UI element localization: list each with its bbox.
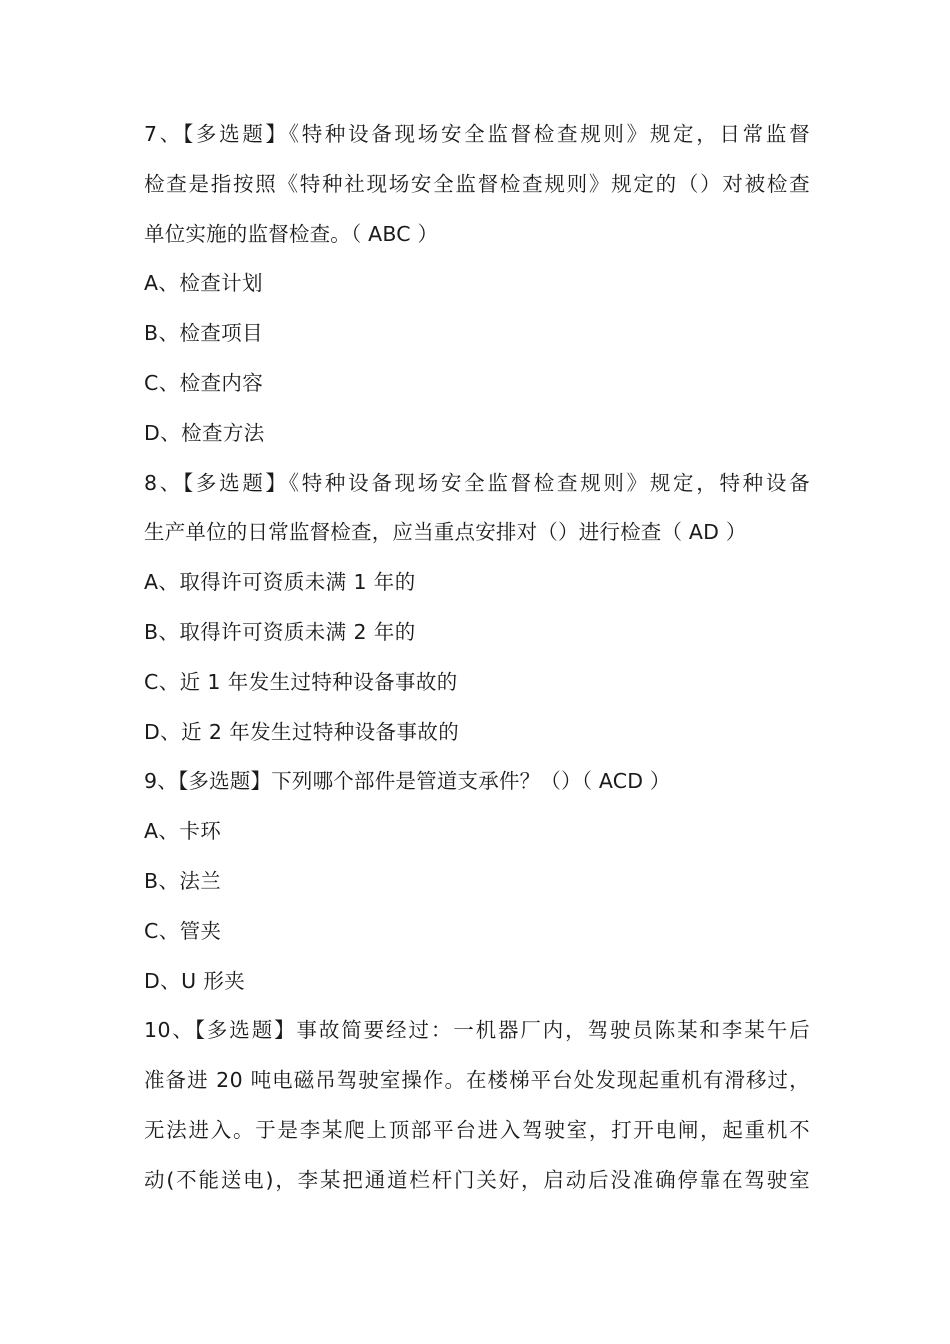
question-9-option-a: A、卡环 [144, 819, 222, 844]
question-9-option-c: C、管夹 [144, 918, 222, 943]
question-7-option-c: C、检查内容 [144, 370, 264, 395]
document-page [144, 110, 810, 1206]
question-8-option-a: A、取得许可资质未满 1 年的 [144, 570, 416, 595]
question-10-text-line-3: 无法进入。于是李某爬上顶部平台进入驾驶室，打开电闸，起重机不 [144, 1117, 810, 1142]
question-8-option-c: C、近 1 年发生过特种设备事故的 [144, 669, 458, 694]
question-9-option-b: B、法兰 [144, 868, 222, 893]
question-10-text-line-4: 动(不能送电)，李某把通道栏杆门关好，启动后没准确停靠在驾驶室 [144, 1167, 810, 1192]
question-8-text-line-1: 8、【多选题】《特种设备现场安全监督检查规则》规定，特种设备 [144, 470, 810, 495]
question-10-text-line-2: 准备进 20 吨电磁吊驾驶室操作。在楼梯平台处发现起重机有滑移过， [144, 1068, 810, 1093]
question-8-option-b: B、取得许可资质未满 2 年的 [144, 619, 416, 644]
question-7-text-line-3: 单位实施的监督检查。（ ABC ） [144, 221, 439, 246]
question-7-text-line-2: 检查是指按照《特种社现场安全监督检查规则》规定的（）对被检查 [144, 171, 810, 196]
question-9-text-line-1: 9、【多选题】下列哪个部件是管道支承件？（）（ ACD ） [144, 769, 671, 794]
question-7-option-b: B、检查项目 [144, 321, 263, 346]
question-10-text-line-1: 10、【多选题】事故简要经过：一机器厂内，驾驶员陈某和李某午后 [144, 1018, 810, 1043]
question-8-text-line-2: 生产单位的日常监督检查，应当重点安排对（）进行检查（ AD ） [144, 520, 747, 545]
question-8-option-d: D、近 2 年发生过特种设备事故的 [144, 719, 460, 744]
question-9-option-d: D、U 形夹 [144, 968, 246, 993]
question-7-option-d: D、检查方法 [144, 420, 265, 445]
question-7-text-line-1: 7、【多选题】《特种设备现场安全监督检查规则》规定，日常监督 [144, 122, 810, 146]
question-7-option-a: A、检查计划 [144, 271, 263, 296]
